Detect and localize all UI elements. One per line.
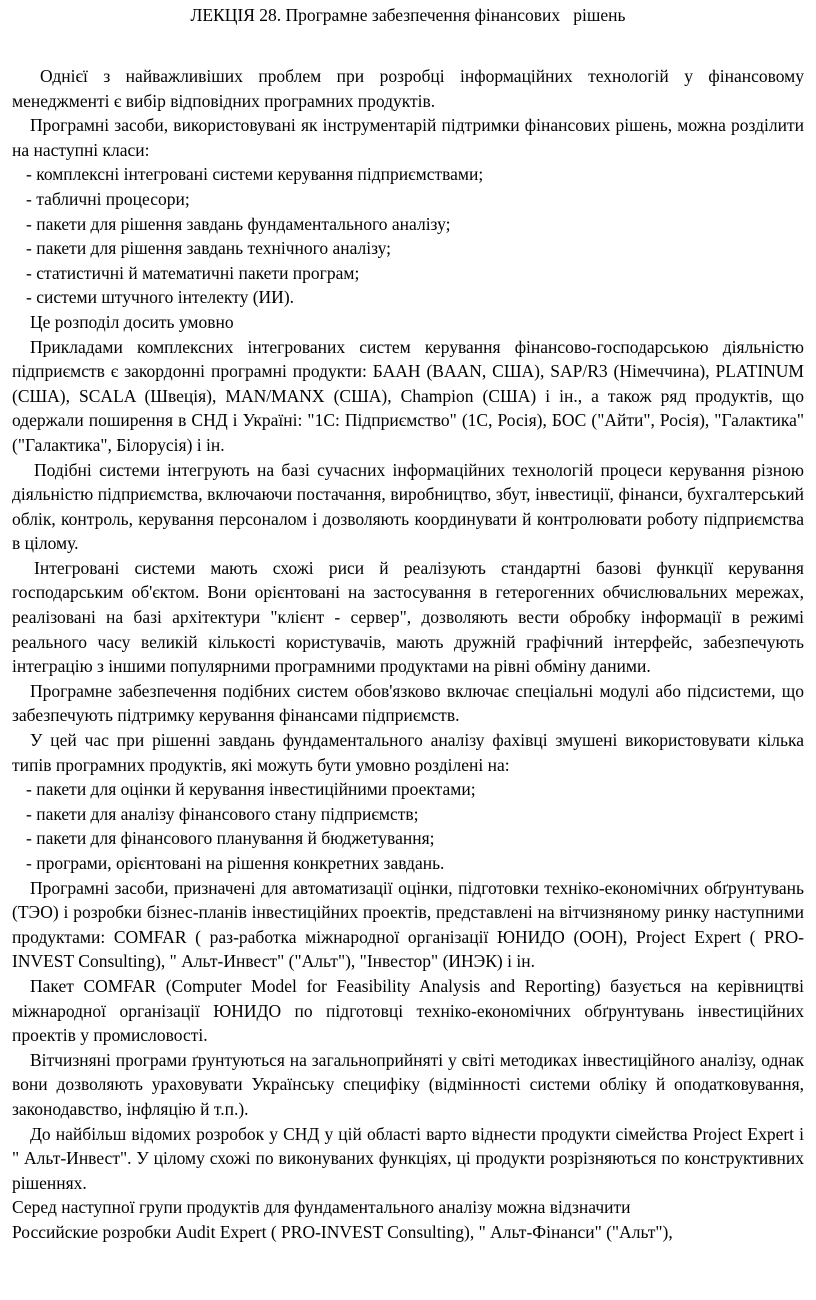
list-item-package: - пакети для аналізу фінансового стану підприємств; (26, 803, 419, 824)
paragraph-integration: Подібні системи інтегрують на базі сучасних інформаційних технологій процеси керування різною діяльністю підприємства, включаючи постачання, виробництво, збут, інвестиції, фінанси, бухгалтерський облік, контроль, керування персоналом і дозволяють координувати й контролювати роботу підприємства в цілому. (12, 459, 804, 554)
paragraph-intro: Однієї з найважливіших проблем при розробці інформаційних технологій у фінансовому менеджменті є вибір відповідних програмних продуктів. (12, 66, 804, 111)
paragraph-modules: Програмне забезпечення подібних систем обов'язково включає спеціальні модулі або підсистеми, що забезпечують підтримку керування фінансами підприємств. (12, 680, 804, 726)
paragraph-features: Інтегровані системи мають схожі риси й реалізують стандартні базові функції керування господарським об'єктом. Вони орієнтовані на застосування в гетерогенних обчислювальних мережах, реалізовані на базі архітектури "клієнт - сервер", дозволяють вести обробку інформації в режимі реального часу великій кількості користувачів, мають дружній графічний інтерфейс, забезпечують інтеграцію з іншими популярними програмними продуктами на рівні обміну даними. (12, 557, 804, 677)
list-item-class: - системи штучного інтелекту (ИИ). (26, 287, 295, 308)
list-item-class: - статистичні й математичні пакети програм; (26, 262, 360, 283)
paragraph-software-tools: Програмні засоби, призначені для автоматизації оцінки, підготовки техніко-економічних обґрунтувань (ТЭО) і розробки бізнес-планів інвестиційних проектів, представлені на вітчизняному ринку наступними продуктами: COMFAR ( раз-работка міжнародної організації ЮНИДО (ООН), Project Expert ( PRO-INVEST Consulting), " Альт-Инвест" ("Альт"), "Інвестор" (ИНЭК) і ін. (12, 877, 804, 972)
paragraph-next-group: Серед наступної групи продуктів для фундаментального аналізу можна відзначити (12, 1197, 631, 1218)
paragraph-domestic: Вітчизняні програми ґрунтуються на загальноприйняті у світі методиках інвестиційного аналізу, однак вони дозволяють ураховувати Українську специфіку (відмінності системи обліку й оподатковування, законодавство, інфляцію й т.п.). (12, 1049, 804, 1119)
document-body (12, 64, 804, 1245)
list-item-class: - пакети для рішення завдань технічного аналізу; (26, 238, 392, 259)
paragraph-fundamental: У цей час при рішенні завдань фундаментального аналізу фахівці змушені використовувати кілька типів програмних продуктів, які можуть бути умовно розділені на: (12, 730, 804, 775)
list-item-package: - пакети для фінансового планування й бюджетування; (26, 828, 435, 849)
paragraph-note: Це розподіл досить умовно (30, 311, 234, 332)
list-item-package: - пакети для оцінки й керування інвестиційними проектами; (26, 779, 476, 800)
list-item-package: - програми, орієнтовані на рішення конкретних завдань. (26, 853, 445, 873)
list-item-class: - табличні процесори; (26, 188, 190, 209)
paragraph-comfar: Пакет COMFAR (Computer Model for Feasibility Analysis and Reporting) базується на керівництві міжнародної організації ЮНИДО по підготовці техніко-економічних обґрунтувань інвестиційних проектів у промисловості. (12, 975, 804, 1046)
paragraph-examples: Прикладами комплексних інтегрованих систем керування фінансово-господарською діяльністю підприємств є закордонні програмні продукти: БААН (BAAN, США), SAP/R3 (Німеччина), PLATINUM (США), SCALA (Швеція), MAN/MANX (США), Champion (США) і ін., а також ряд продуктів, що одержали поширення в СНД і Україні: "1С: Підприємство" (1С, Росія), БОС ("Айти", Росія), "Галактика" ("Галактика", Білорусія) і ін. (12, 336, 804, 455)
list-item-class: - пакети для рішення завдань фундаментального аналізу; (26, 213, 451, 234)
paragraph-classes: Програмні засоби, використовувані як інструментарій підтримки фінансових рішень, можна розділити на наступні класи: (12, 115, 804, 160)
lecture-title: ЛЕКЦІЯ 28. Програмне забезпечення фінансових рішень (190, 5, 626, 25)
list-item-class: - комплексні інтегровані системи керування підприємствами; (26, 164, 484, 185)
paragraph-best-known: До найбільш відомих розробок у СНД у цій області варто віднести продукти сімейства Project Expert і " Альт-Инвест". У цілому схожі по виконуваних функціях, ці продукти розрізняються по конструктивних рішеннях. (12, 1123, 804, 1193)
paragraph-russian: Российские розробки Audit Expert ( PRO-INVEST Consulting), " Альт-Фінанси" ("Альт"), (12, 1221, 673, 1242)
